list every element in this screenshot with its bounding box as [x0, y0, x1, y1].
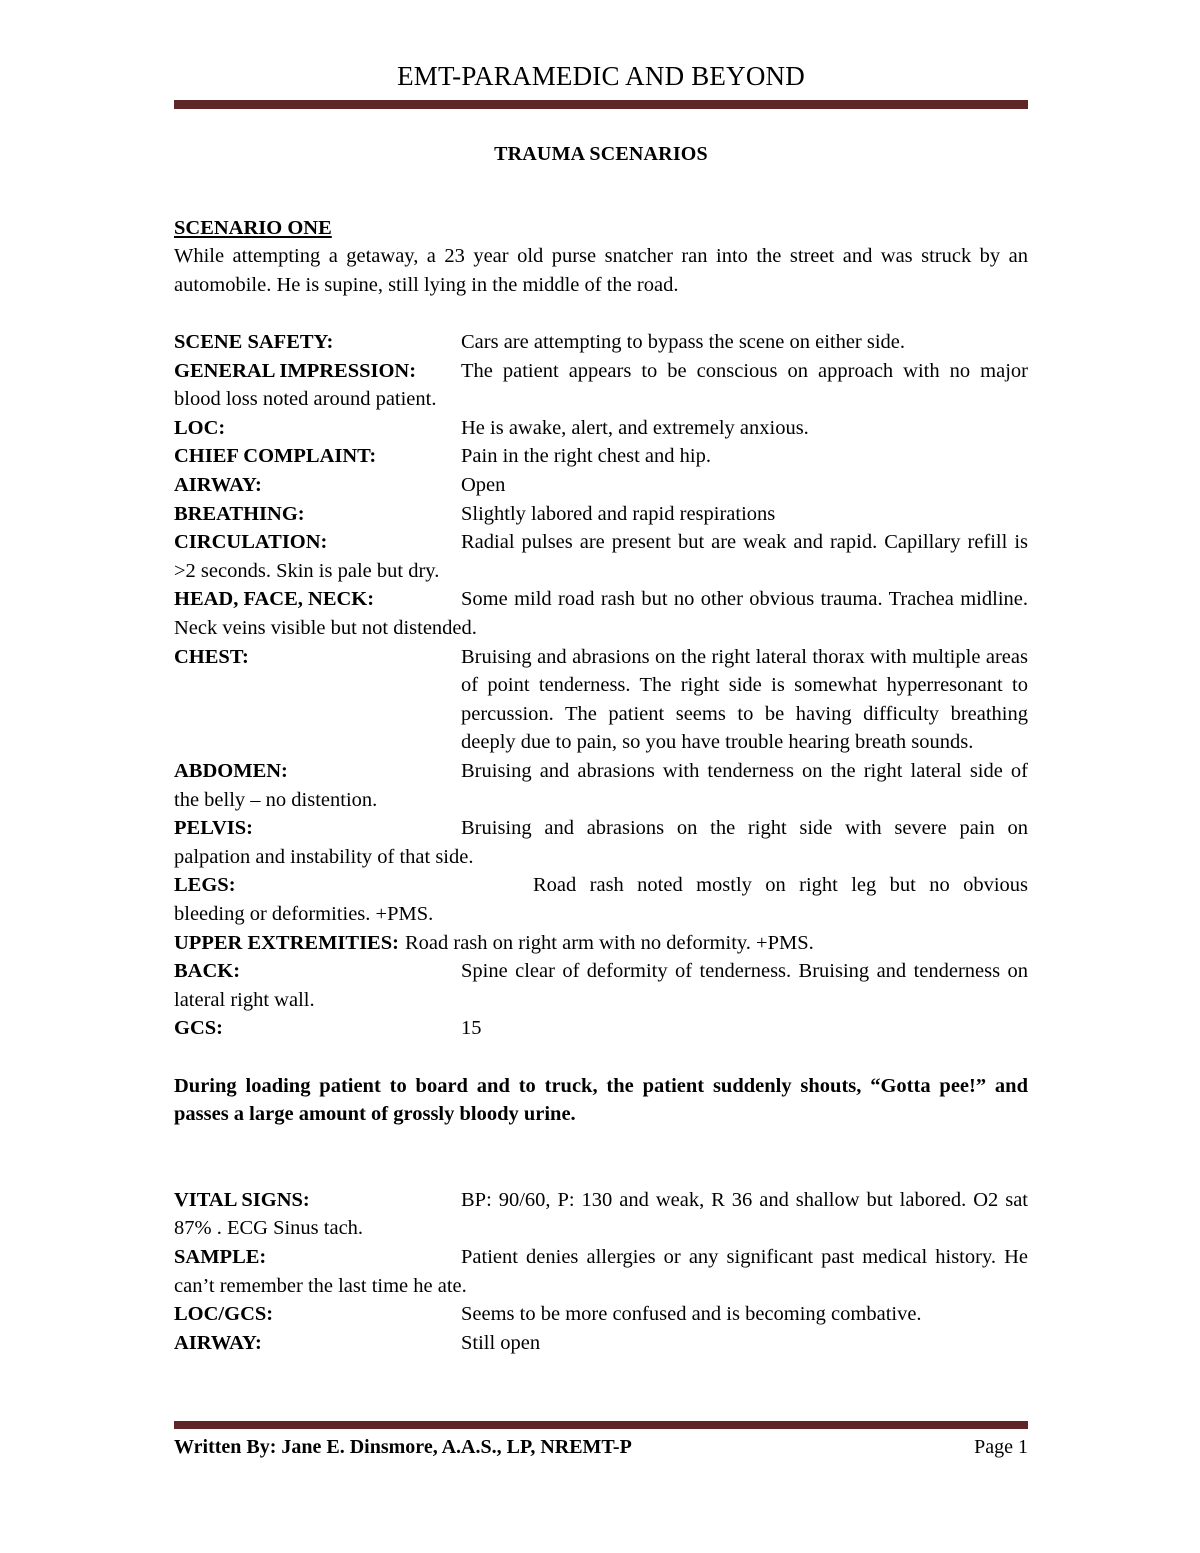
assessment-row-breathing	[174, 500, 1028, 529]
assessment-row-general-impression	[174, 357, 1028, 414]
assessment-label: CHEST:	[174, 645, 249, 668]
reassessment-value: Seems to be more confused and is becoming combative.	[461, 1303, 922, 1326]
scenario-heading: SCENARIO ONE	[174, 216, 332, 239]
footer-author: Written By: Jane E. Dinsmore, A.A.S., LP, NREMT-P	[174, 1436, 632, 1458]
reassessment-value: Still open	[461, 1331, 541, 1354]
assessment-row-airway	[174, 471, 1028, 500]
footer-rule	[174, 1421, 1028, 1429]
assessment-label: CHIEF COMPLAINT:	[174, 445, 377, 468]
assessment-row-head-face-neck	[174, 585, 1028, 642]
assessment-row-loc	[174, 414, 1028, 443]
assessment-value: Road rash on right arm with no deformity. +PMS.	[404, 931, 814, 954]
reassessment-value: Patient denies allergies or any significant past medical history. He can’t remember the last time he ate.	[174, 1246, 1028, 1297]
assessment-label: BREATHING:	[174, 502, 305, 525]
assessment-label: GENERAL IMPRESSION:	[174, 359, 417, 382]
assessment-row-pelvis	[174, 814, 1028, 871]
document-header	[174, 0, 1028, 166]
assessment-value: Bruising and abrasions on the right side with severe pain on palpation and instability of that side.	[174, 817, 1028, 868]
assessment-value: Radial pulses are present but are weak and rapid. Capillary refill is >2 seconds. Skin is pale but dry.	[174, 531, 1028, 582]
assessment-label: BACK:	[174, 960, 241, 983]
assessment-label: GCS:	[174, 1017, 223, 1040]
assessment-label: SCENE SAFETY:	[174, 331, 334, 354]
footer-page-number: Page 1	[974, 1436, 1028, 1458]
assessment-value: The patient appears to be conscious on approach with no major blood loss noted around patient.	[174, 359, 1028, 411]
assessment-row-back	[174, 957, 1028, 1014]
assessment-row-chest	[174, 643, 1028, 757]
assessment-row-scene-safety	[174, 328, 1028, 357]
assessment-value: Bruising and abrasions with tenderness on the right lateral side of the belly – no distention.	[174, 759, 1028, 811]
assessment-value: Cars are attempting to bypass the scene on either side.	[461, 331, 906, 354]
spacer	[174, 1043, 1028, 1072]
assessment-row-circulation	[174, 528, 1028, 585]
document-footer	[174, 1421, 1028, 1459]
reassessment-row-sample	[174, 1243, 1028, 1300]
assessment-value: He is awake, alert, and extremely anxious.	[461, 416, 809, 439]
section-title: TRAUMA SCENARIOS	[494, 142, 708, 165]
spacer	[174, 299, 1028, 328]
reassessment-label: SAMPLE:	[174, 1246, 267, 1269]
reassessment-label: LOC/GCS:	[174, 1303, 274, 1326]
assessment-label: AIRWAY:	[174, 474, 262, 497]
spacer	[174, 1129, 1028, 1186]
scenario-narrative: During loading patient to board and to truck, the patient suddenly shouts, “Gotta pee!” and passes a large amount of grossly bloody urine.	[174, 1074, 1028, 1126]
reassessment-row-airway	[174, 1329, 1028, 1358]
reassessment-row-vital-signs	[174, 1186, 1028, 1243]
assessment-value: Open	[461, 474, 506, 497]
assessment-row-chief-complaint	[174, 442, 1028, 471]
assessment-value: 15	[461, 1017, 482, 1040]
assessment-label: LEGS:	[174, 874, 236, 897]
assessment-row-legs	[174, 871, 1028, 928]
assessment-value: Spine clear of deformity of tenderness. Bruising and tenderness on lateral right wall.	[174, 960, 1028, 1011]
assessment-value: Bruising and abrasions on the right lateral thorax with multiple areas of point tenderness. The right side is somewhat hyperresonant to percussion. The patient seems to be having difficulty breathing deeply due to pain, so you have trouble hearing breath sounds.	[461, 645, 1028, 754]
reassessment-label: VITAL SIGNS:	[174, 1188, 310, 1211]
assessment-value: Pain in the right chest and hip.	[461, 445, 711, 468]
header-rule	[174, 100, 1028, 109]
assessment-label: CIRCULATION:	[174, 531, 328, 554]
assessment-row-abdomen	[174, 757, 1028, 814]
page-content	[174, 0, 1028, 1357]
document-title: EMT-PARAMEDIC AND BEYOND	[397, 61, 805, 91]
assessment-label: PELVIS:	[174, 817, 253, 840]
assessment-label: LOC:	[174, 416, 226, 439]
footer-row	[174, 1429, 1028, 1459]
reassessment-label: AIRWAY:	[174, 1331, 262, 1354]
assessment-value: Slightly labored and rapid respirations	[461, 502, 776, 525]
assessment-label: HEAD, FACE, NECK:	[174, 588, 375, 611]
assessment-label: UPPER EXTREMITIES:	[174, 931, 399, 954]
assessment-label: ABDOMEN:	[174, 759, 288, 782]
reassessment-row-loc-gcs	[174, 1300, 1028, 1329]
assessment-value: Some mild road rash but no other obvious trauma. Trachea midline. Neck veins visible but not distended.	[174, 588, 1028, 639]
assessment-row-upper-extremities	[174, 929, 1028, 958]
assessment-row-gcs	[174, 1014, 1028, 1043]
reassessment-value: BP: 90/60, P: 130 and weak, R 36 and shallow but labored. O2 sat 87% . ECG Sinus tach.	[174, 1188, 1028, 1240]
scenario-intro: While attempting a getaway, a 23 year old purse snatcher ran into the street and was struck by an automobile. He is supine, still lying in the middle of the road.	[174, 245, 1028, 296]
document-body	[174, 166, 1028, 1358]
assessment-value: Road rash noted mostly on right leg but no obvious bleeding or deformities. +PMS.	[174, 874, 1028, 925]
